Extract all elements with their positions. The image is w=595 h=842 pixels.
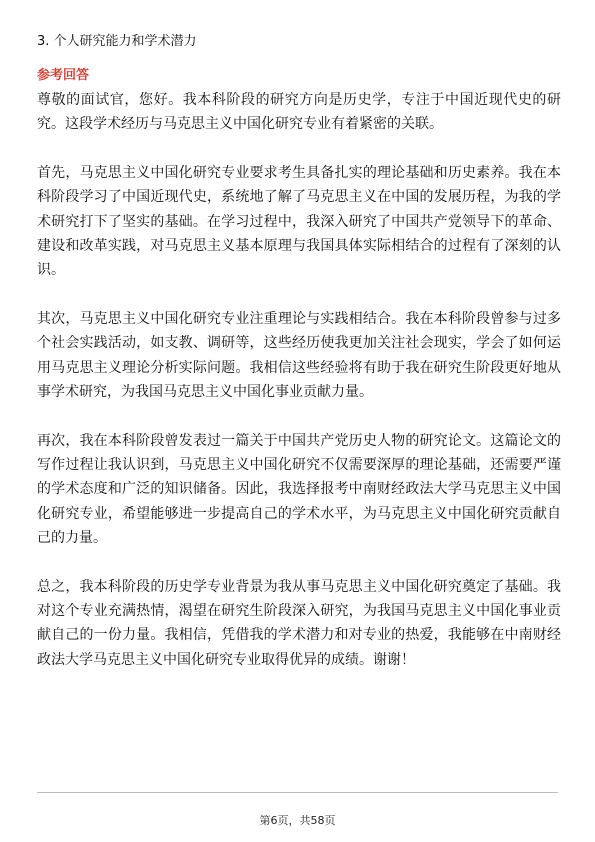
answer-paragraph-second: 其次，马克思主义中国化研究专业注重理论与实践相结合。我在本科阶段曾参与过多个社会实践活动，如支教、调研等，这些经历使我更加关注社会现实，学会了如何运用马克思主义理论分析实际问题。我相信这些经验将有助于我在研究生阶段更好地从事学术研究，为我国马克思主义中国化事业贡献力量。 <box>37 311 561 400</box>
answer-paragraph-intro: 尊敬的面试官，您好。我本科阶段的研究方向是历史学，专注于中国近现代史的研究。这段学术经历与马克思主义中国化研究专业有着紧密的关联。 <box>37 92 561 133</box>
footer-divider <box>37 792 558 793</box>
section-title: 3. 个人研究能力和学术潜力 <box>37 34 197 49</box>
answer-paragraph-first: 首先，马克思主义中国化研究专业要求考生具备扎实的理论基础和历史素养。我在本科阶段学习了中国近现代史，系统地了解了马克思主义在中国的发展历程，为我的学术研究打下了坚实的基础。在学习过程中，我深入研究了中国共产党领导下的革命、建设和改革实践，对马克思主义基本原理与我国具体实际相结合的过程有了深刻的认识。 <box>37 165 561 279</box>
answer-body <box>37 88 561 672</box>
page-number: 第6页，共58页 <box>259 814 336 827</box>
answer-paragraph-third: 再次，我在本科阶段曾发表过一篇关于中国共产党历史人物的研究论文。这篇论文的写作过程让我认识到，马克思主义中国化研究不仅需要深厚的理论基础，还需要严谨的学术态度和广泛的知识储备。因此，我选择报考中南财经政法大学马克思主义中国化研究专业，希望能够进一步提高自己的学术水平，为马克思主义中国化研究贡献自己的力量。 <box>37 432 561 546</box>
answer-paragraph-conclusion: 总之，我本科阶段的历史学专业背景为我从事马克思主义中国化研究奠定了基础。我对这个专业充满热情，渴望在研究生阶段深入研究，为我国马克思主义中国化事业贡献自己的一份力量。我相信，凭借我的学术潜力和对专业的热爱，我能够在中南财经政法大学马克思主义中国化研究专业取得优异的成绩。谢谢！ <box>37 578 561 668</box>
answer-label: 参考回答 <box>37 68 90 83</box>
